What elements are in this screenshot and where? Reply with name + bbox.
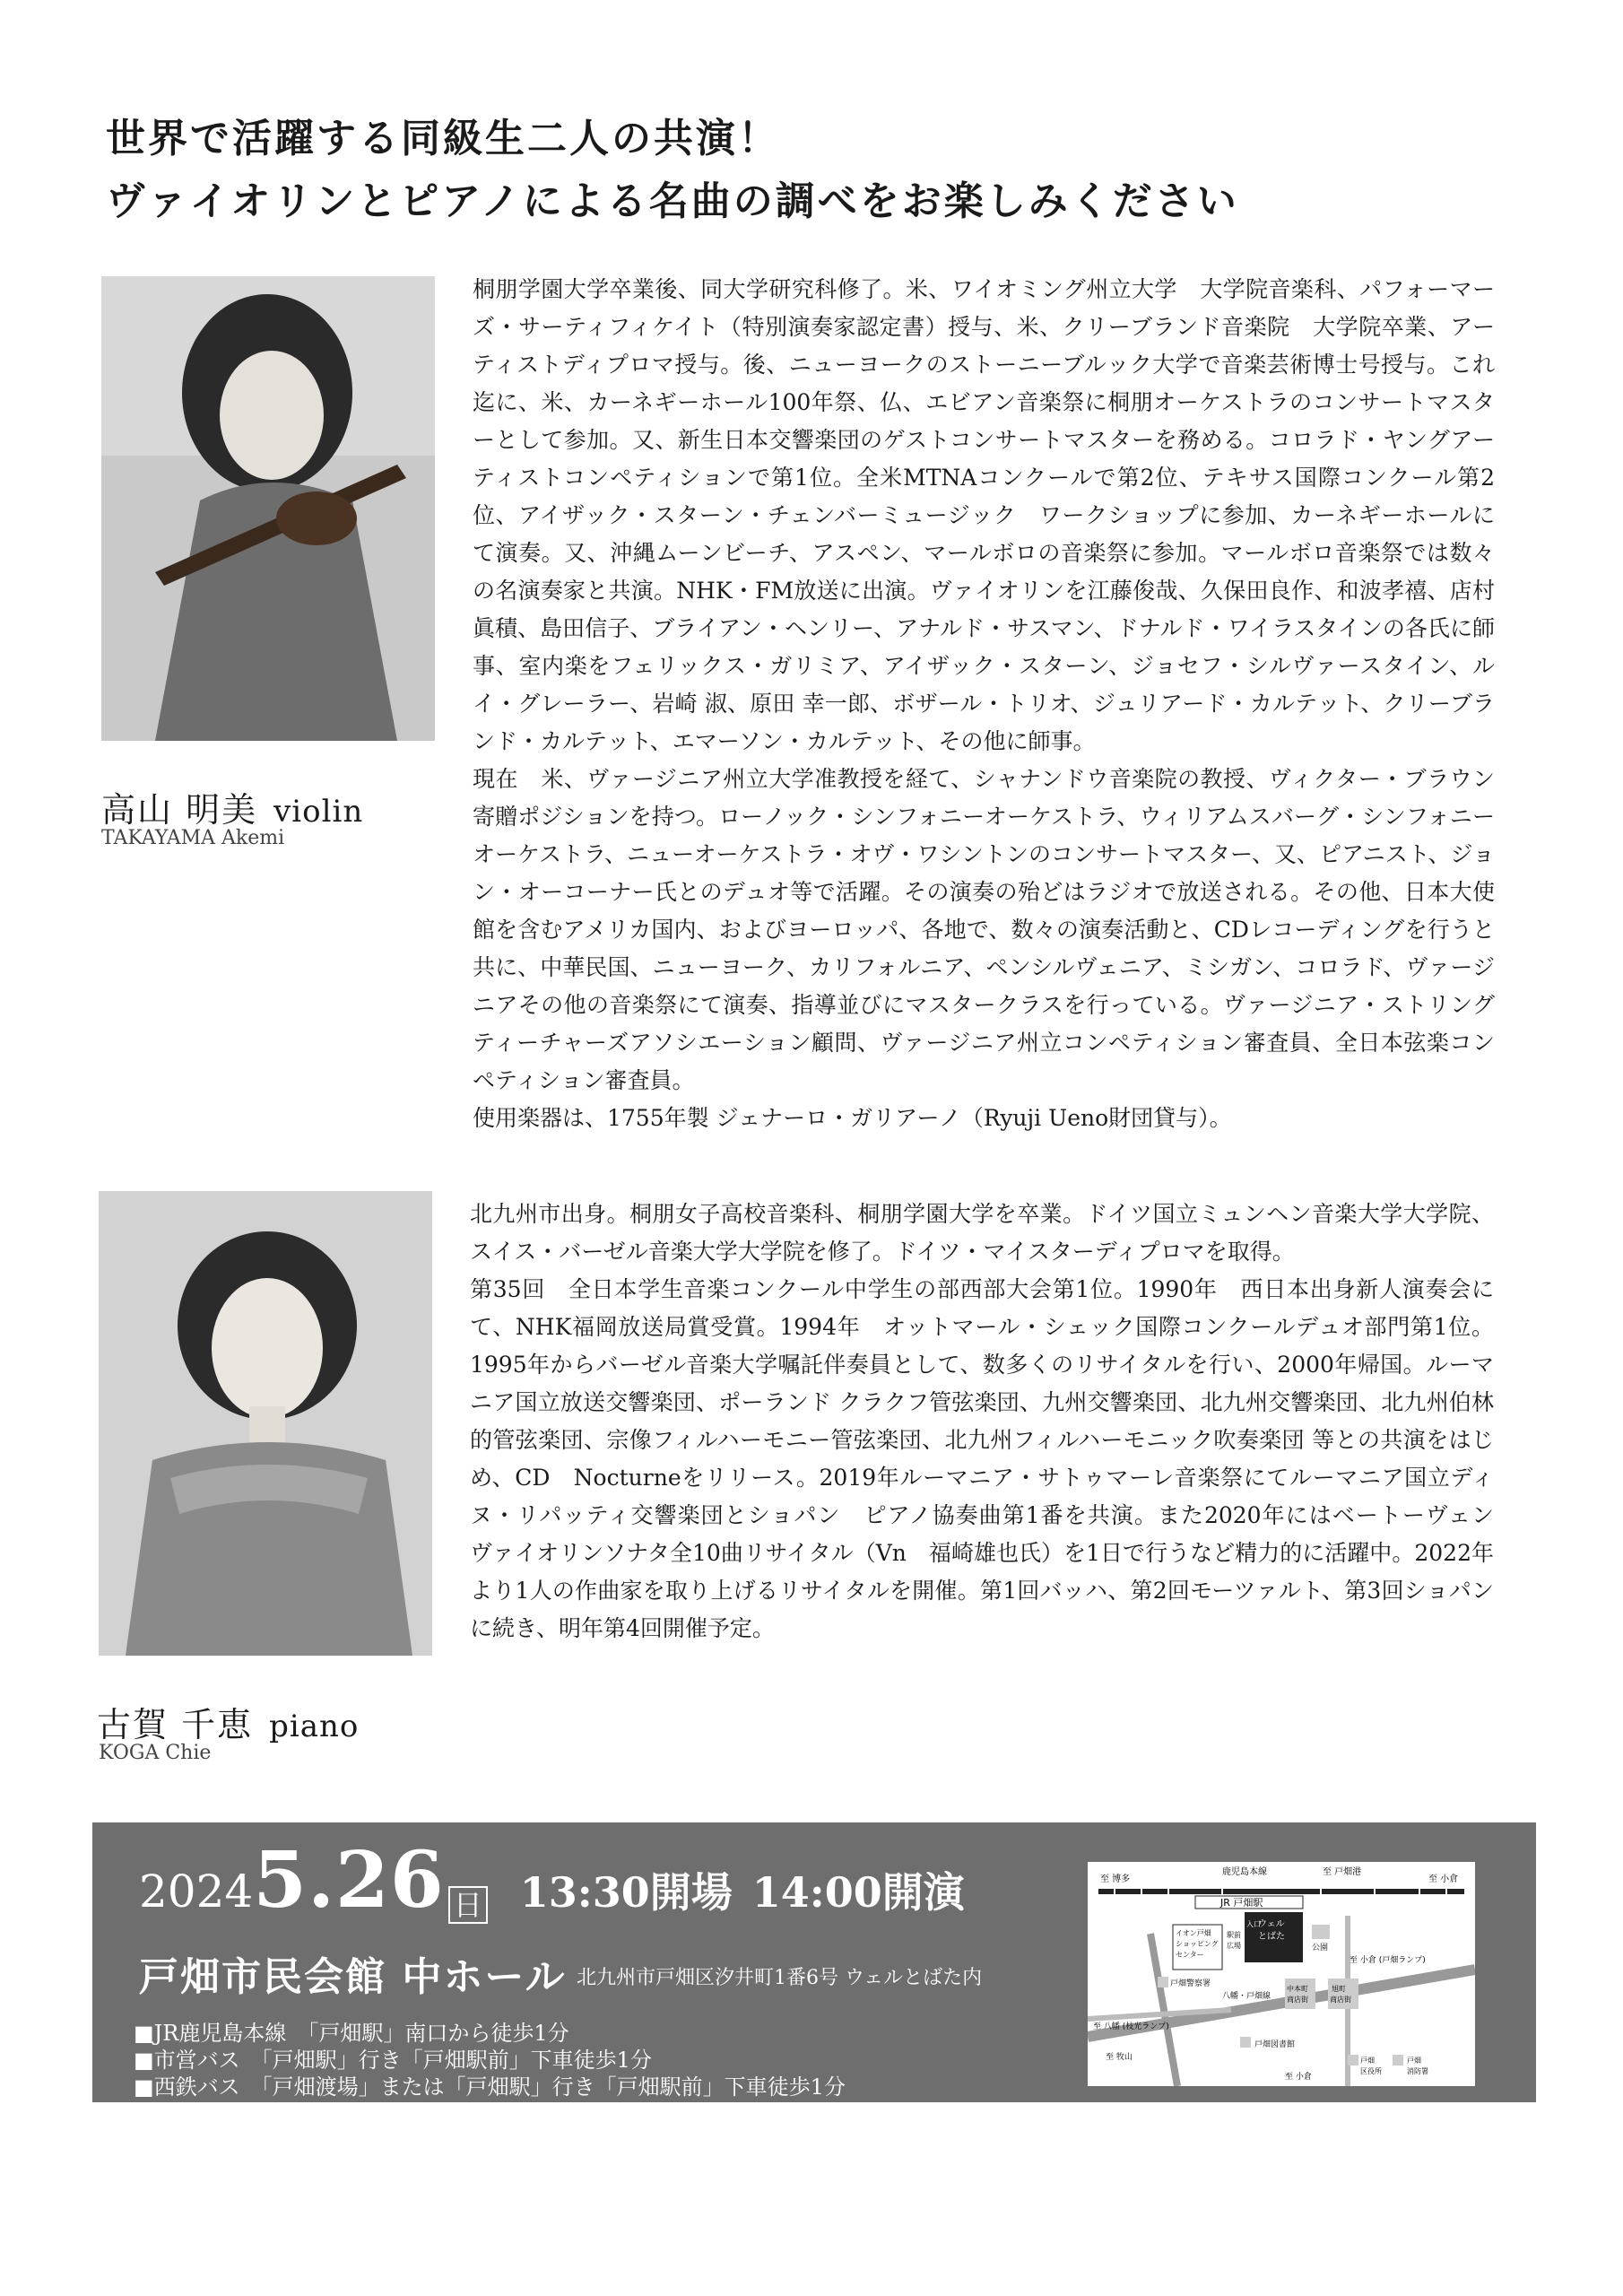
svg-text:至 小倉: 至 小倉 — [1285, 2073, 1312, 2082]
event-venue: 戸畑市民会館 中ホール — [139, 1954, 567, 2000]
event-open-time: 13:30開場 — [519, 1868, 733, 1917]
pianist-bio-p1: 北九州市出身。桐朋女子高校音楽科、桐朋学園大学を卒業。ドイツ国立ミュンヘン音楽大学大学院、スイス・バーゼル音楽大学大学院を修了。ドイツ・マイスターディプロマを取得。 — [470, 1201, 1494, 1265]
access-item: ■西鉄バス 「戸畑渡場」または「戸畑駅」行き「戸畑駅前」下車徒歩1分 — [134, 2074, 846, 2100]
rail-line — [1098, 1889, 1464, 1894]
violinist-name — [101, 782, 363, 831]
pianist-photo — [99, 1191, 432, 1656]
svg-text:区役所: 区役所 — [1360, 2067, 1382, 2075]
access-item: ■北九州都市高速 「戸畑」ランプから約5分 八幡方面からは「枝光」ランプから約6分 — [134, 2101, 989, 2126]
svg-text:至 八幡 (枝光ランプ): 至 八幡 (枝光ランプ) — [1093, 2022, 1169, 2031]
map-label-line: 鹿児島本線 — [1222, 1867, 1267, 1877]
access-list — [134, 2020, 988, 2127]
svg-text:旭町: 旭町 — [1332, 1985, 1346, 1993]
violinist-name-en: TAKAYAMA Akemi — [101, 827, 285, 849]
event-date-time — [139, 1835, 965, 1926]
event-month-day: 5.26 — [253, 1835, 445, 1926]
svg-text:至 小倉 (戸畑ランプ): 至 小倉 (戸畑ランプ) — [1350, 1956, 1426, 1965]
svg-text:商店街: 商店街 — [1330, 1996, 1351, 2004]
svg-text:ショッピング: ショッピング — [1176, 1940, 1219, 1948]
access-map — [1088, 1862, 1475, 2086]
svg-text:公園: 公園 — [1312, 1944, 1329, 1952]
svg-text:戸畑: 戸畑 — [1360, 2057, 1375, 2065]
svg-text:中本町: 中本町 — [1287, 1985, 1308, 1993]
pianist-name-en: KOGA Chie — [99, 1742, 212, 1764]
event-year: 2024 — [139, 1866, 254, 1918]
headline-line2: ヴァイオリンとピアノによる名曲の調べをお楽しみください — [106, 178, 1239, 224]
event-address: 北九州市戸畑区汐井町1番6号 ウェルとばた内 — [577, 1967, 983, 1989]
svg-text:消防署: 消防署 — [1407, 2067, 1428, 2075]
svg-text:とばた: とばた — [1258, 1932, 1285, 1942]
map-label-station: JR 戸畑駅 — [1220, 1897, 1263, 1909]
svg-text:駅前: 駅前 — [1227, 1931, 1241, 1939]
svg-text:広場: 広場 — [1227, 1942, 1241, 1950]
svg-text:戸畑: 戸畑 — [1407, 2057, 1421, 2065]
pianist-bio — [470, 1196, 1517, 1648]
headline-line1: 世界で活躍する同級生二人の共演！ — [106, 116, 780, 161]
violinist-bio-p1: 桐朋学園大学卒業後、同大学研究科修了。米、ワイオミング州立大学 大学院音楽科、パフォーマーズ・サーティフィケイト（特別演奏家認定書）授与、米、クリーブランド音楽院 大学院卒業、アーティストディプロマ授与。後、ニューヨークのストーニーブルック大学で音楽芸術博士号授与。これ迄に、米、カーネギーホール100年祭、仏、エビアン音楽祭に桐朋オーケストラのコンサートマスターとして参加。又、新生日本交響楽団のゲストコンサートマスターを務める。コロラド・ヤングアーティストコンペティションで第1位。全米MTNAコンクールで第2位、テキサス国際コンクール第2位、アイザック・スターン・チェンバーミュージック ワークショップに参加、カーネギーホールにて演奏。又、沖縄ムーンビーチ、アスペン、マールボロの音楽祭に参加。マールボロ音楽祭では数々の名演奏家と共演。NHK・FM放送に出演。ヴァイオリンを江藤俊哉、久保田良作、和波孝禧、店村眞積、島田信子、ブライアン・ヘンリー、アナルド・サスマン、ドナルド・ワイラスタインの各氏に師事、室内楽をフェリックス・ガリミア、アイザック・スターン、ジョセフ・シルヴァースタイン、ルイ・グレーラー、岩崎 淑、原田 幸一郎、ボザール・トリオ、ジュリアード・カルテット、クリーブランド・カルテット、エマーソン・カルテット、その他に師事。 — [473, 276, 1495, 754]
event-info-panel — [92, 1822, 1536, 2126]
svg-text:ウェル: ウェル — [1258, 1919, 1285, 1929]
map-label-hakata: 至 博多 — [1100, 1874, 1131, 1884]
violinist-bio-p3: 使用楽器は、1755年製 ジェナーロ・ガリアーノ（Ryuji Ueno財団貸与）。 — [473, 1105, 1232, 1131]
event-start-time: 14:00開演 — [751, 1868, 965, 1917]
pianist-name-jp: 古賀 千恵 — [97, 1705, 254, 1744]
svg-text:センター: センター — [1176, 1951, 1204, 1959]
map-label-kokura: 至 小倉 — [1428, 1874, 1459, 1884]
pianist-bio-p2: 第35回 全日本学生音楽コンクール中学生の部西部大会第1位。1990年 西日本出身新人演奏会にて、NHK福岡放送局賞受賞。1994年 オットマール・シェック国際コンクールデュオ部門第1位。1995年からバーゼル音楽大学嘱託伴奏員として、数多くのリサイタルを行い、2000年帰国。ルーマニア国立放送交響楽団、ポーランド クラクフ管弦楽団、九州交響楽団、北九州交響楽団、北九州伯林的管弦楽団、宗像フィルハーモニー管弦楽団、北九州フィルハーモニック吹奏楽団 等との共演をはじめ、CD Nocturneをリリース。2019年ルーマニア・サトゥマーレ音楽祭にてルーマニア国立ディヌ・リパッティ交響楽団とショパン ピアノ協奏曲第1番を共演。また2020年にはベートーヴェン ヴァイオリンソナタ全10曲リサイタル（Vn 福崎雄也氏）を1日で行うなど精力的に活躍中。2022年より1人の作曲家を取り上げるリサイタルを開催。第1回バッハ、第2回モーツァルト、第3回ショパンに続き、明年第4回開催予定。 — [470, 1276, 1517, 1641]
svg-text:八幡・戸畑線: 八幡・戸畑線 — [1222, 1992, 1271, 2001]
violinist-photo — [101, 276, 435, 741]
map-label-tobataport: 至 戸畑港 — [1323, 1867, 1362, 1877]
violinist-bio-p2: 現在 米、ヴァージニア州立大学准教授を経て、シャナンドウ音楽院の教授、ヴィクター・ブラウン寄贈ポジションを持つ。ローノック・シンフォニーオーケストラ、ウィリアムスバーグ・シンフォニーオーケストラ、ニューオーケストラ・オヴ・ワシントンのコンサートマスター、又、ピアニスト、ジョン・オーコーナー氏とのデュオ等で活躍。その演奏の殆どはラジオで放送される。その他、日本大使館を含むアメリカ国内、およびヨーロッパ、各地で、数々の演奏活動と、CDレコーディングを行うと共に、中華民国、ニューヨーク、カリフォルニア、ペンシルヴェニア、ミシガン、コロラド、ヴァージニアその他の音楽祭にて演奏、指導並びにマスタークラスを行っている。ヴァージニア・ストリングティーチャーズアソシエーション顧問、ヴァージニア州立コンペティション審査員、全日本弦楽コンペティション審査員。 — [473, 766, 1495, 1093]
svg-text:イオン戸畑: イオン戸畑 — [1176, 1929, 1211, 1937]
violinist-instrument: violin — [273, 794, 364, 830]
violinist-bio — [473, 271, 1495, 1137]
event-weekday: 日 — [448, 1886, 488, 1924]
svg-text:戸畑図書館: 戸畑図書館 — [1254, 2040, 1296, 2049]
svg-text:入口: 入口 — [1246, 1920, 1261, 1928]
violinist-name-jp: 高山 明美 — [101, 790, 258, 830]
access-item: ■市営バス 「戸畑駅」行き「戸畑駅前」下車徒歩1分 — [134, 2048, 652, 2073]
pianist-instrument: piano — [269, 1709, 360, 1744]
svg-text:商店街: 商店街 — [1287, 1996, 1308, 2004]
access-item: ■JR鹿児島本線 「戸畑駅」南口から徒歩1分 — [134, 2021, 569, 2046]
svg-text:戸畑警察署: 戸畑警察署 — [1170, 1979, 1211, 1988]
pianist-name — [97, 1697, 359, 1746]
svg-text:至 牧山: 至 牧山 — [1106, 2053, 1133, 2062]
